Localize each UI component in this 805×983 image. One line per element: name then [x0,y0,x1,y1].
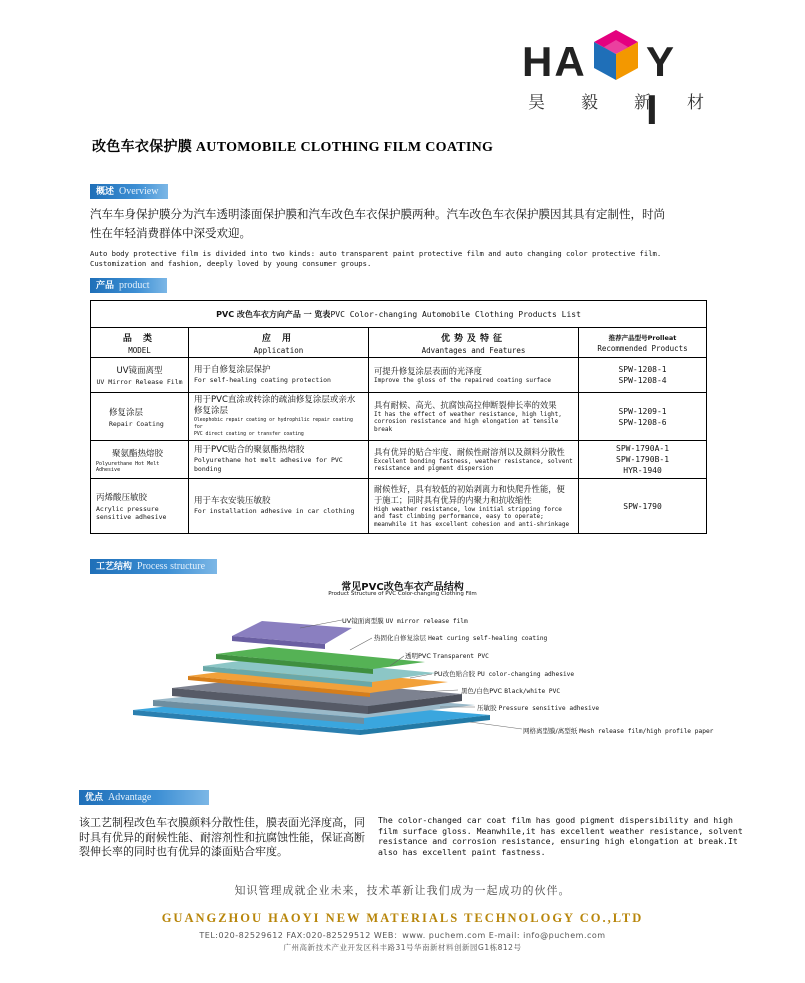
table-title-cn: PVC 改色车衣方向产品 一 览表 [216,309,331,319]
application-cell [189,393,369,441]
layer-label-en: Transparent PVC [432,653,489,660]
table-title-en: PVC Color-changing Automobile Clothing Products List [330,309,581,319]
model-cn: 修复涂层 [109,407,144,418]
table-header-row [91,328,707,358]
logo-char: 材 [687,93,704,113]
product-head-cn: 产品 [96,281,115,291]
layer-label-cn: 热固化自修复涂层 [374,634,426,642]
features-en: High weather resistance, low initial stripping force and fast climbing performance, easy to operate; meanwhile it has excellent cohesion and anti-shrinkage [374,505,570,528]
header-cn: 推荐产品型号Prolleat [608,333,677,342]
product-code: SPW-1208-6 [618,417,667,427]
layer-label-cn: 透明PVC [405,652,431,660]
header-recommended [579,328,707,358]
advantage-en-text: The color-changed car coat film has good pigment dispersibility and high film surface gloss. Meanwhile,it has excellent weather resistance, solvent resistance and corrosion resistance, ensuring high elongation at break.It also has excellent paint fastness. [378,815,743,857]
application-cell [189,479,369,534]
advantage-section-header [79,790,209,805]
footer-contact: TEL:020-82529612 FAX:020-82529512 WEB：www. puchem.com E-mail: info@puchem.com [199,931,606,940]
layer-label-en: UV mirror release film [385,618,468,625]
application-cn: 用于PVC贴合的聚氨酯热熔胶 [194,445,305,455]
header-en: MODEL [128,345,151,355]
advantage-head-cn: 优点 [85,793,104,803]
codes-cell [579,393,707,441]
model-cell [91,393,189,441]
layer-label-cn: 黑色/白色PVC [461,687,503,695]
codes-cell [579,358,707,393]
layer-label-en: PU color-changing adhesive [477,671,575,678]
header-cn: 应 用 [261,333,296,344]
diagram-title-cn: 常见PVC改色车衣产品结构 [341,582,464,593]
features-cn: 可提升修复涂层表面的光泽度 [374,365,482,376]
codes-cell [579,441,707,479]
features-cell [369,393,579,441]
header-model [91,328,189,358]
overview-cn-line2: 性在年轻消费群体中深受欢迎。 [90,226,251,240]
product-code: SPW-1208-1 [618,365,667,374]
model-cn: 聚氨酯热熔胶 [112,448,164,459]
header-advantages [369,328,579,358]
application-cn: 用于PVC直涂或转涂的疏油修复涂层或亲水修复涂层 [194,395,356,416]
features-cn: 具有优异的贴合牢度、耐候性耐溶剂以及颜料分散性 [374,446,565,457]
table-title [91,301,707,328]
table-row [91,358,707,393]
logo-text-left: HA [522,38,587,85]
features-en: It has the effect of weather resistance, high light, corrosion resistance and high elongation at tensile break [374,410,562,433]
overview-en-line2: Customization and fashion, deeply loved by young consumer groups. [90,259,372,268]
logo-text-right: Y I [646,38,676,133]
logo-char: 新 [634,93,651,113]
advantage-head-en: Advantage [108,792,152,803]
features-cn: 具有耐候、高光、抗腐蚀高拉伸断裂伸长率的效果 [374,399,557,410]
overview-section-header [90,184,168,199]
application-en: For installation adhesive in car clothing [194,507,355,515]
product-code: SPW-1208-4 [618,376,667,385]
application-en-2: PVC direct coating or transfer coating [194,432,304,437]
layer-label-cn: 网格离型膜/离型纸 [523,727,578,735]
application-en: Polyurethane hot melt adhesive for PVC bonding [194,456,343,473]
layer-label-pu [434,669,574,678]
footer-slogan: 知识管理成就企业未来，技术革新让我们成为一起成功的伙伴。 [234,884,571,897]
overview-en-line1: Auto body protective film is divided into two kinds: auto transparent paint protective film and auto changing color protective film. [90,249,662,258]
model-cn: UV镜面离型 [116,366,163,376]
application-en: For self-healing coating protection [194,376,331,384]
cube-logo-icon [590,28,642,84]
product-code: SPW-1790A-1 [616,444,670,453]
process-head-en: Process structure [137,561,206,572]
features-cell [369,479,579,534]
header-en: Recommended Products [597,343,688,353]
process-section-header [90,559,217,574]
model-en: Acrylic pressure sensitive adhesive [96,505,167,521]
model-cn: 丙烯酸压敏胶 [96,493,148,503]
codes-cell [579,479,707,534]
model-cell [91,441,189,479]
features-cell [369,358,579,393]
product-code: SPW-1790B-1 [616,455,670,464]
header-en: Application [253,345,304,355]
diagram-title-en: Product Structure of PVC Color-changing Clothing Film [328,591,477,597]
model-en: Polyurethane Hot Melt Adhesive [96,460,160,473]
layer-label-heat [374,633,547,642]
overview-head-en: Overview [119,186,159,197]
layer-label-black-white [461,686,560,695]
product-section-header [90,278,167,293]
model-en: UV Mirror Release Film [96,378,183,386]
layer-uv-release [232,621,352,649]
layer-label-pressure [477,703,599,712]
layer-label-en: Heat curing self-healing coating [428,635,548,642]
layer-label-en: Mesh release film/high profile paper [579,728,714,735]
product-head-en: product [119,280,150,291]
table-row [91,441,707,479]
features-cell [369,441,579,479]
application-cn: 用于自修复涂层保护 [194,365,271,375]
advantage-cn-text: 该工艺制程改色车衣膜颜料分散性佳，膜表面光泽度高，同时具有优异的耐候性能、耐溶剂性和抗腐蚀性能，保证高断裂伸长率的同时也有优异的漆面贴合牢度。 [79,816,365,858]
layer-label-en: Pressure sensitive adhesive [498,705,600,712]
product-code: HYR-1940 [623,466,662,475]
layer-label-en: Black/white PVC [504,688,561,695]
model-cell [91,479,189,534]
process-head-cn: 工艺结构 [96,562,133,572]
model-cell [91,358,189,393]
layer-label-cn: UV镜面离型膜 [342,617,384,625]
page-title: 改色车衣保护膜 AUTOMOBILE CLOTHING FILM COATING [92,140,494,155]
application-en: Oleophobic repair coating or hydrophilic repair coating for [194,418,353,430]
footer-company-name: GUANGZHOU HAOYI NEW MATERIALS TECHNOLOGY CO.,LTD [161,911,644,925]
table-row [91,393,707,441]
overview-head-cn: 概述 [96,187,115,197]
product-code: SPW-1790 [623,501,662,511]
company-logo [522,28,704,133]
model-en: Repair Coating [109,419,164,428]
header-en: Advantages and Features [421,345,526,355]
features-en: Improve the gloss of the repaired coating surface [374,376,552,384]
header-cn: 优势及特征 [440,333,506,344]
layer-label-cn: PU改色贴合胶 [434,670,476,678]
application-cell [189,441,369,479]
logo-char: 毅 [581,93,598,113]
layer-label-uv [342,616,468,625]
features-cn: 耐候性好，具有较低的初始剥离力和快爬升性能，便于施工；同时具有优异的内聚力和抗收缩性 [374,483,565,505]
logo-char: 昊 [528,93,545,113]
header-application [189,328,369,358]
overview-cn-line1: 汽车车身保护膜分为汽车透明漆面保护膜和汽车改色车衣保护膜两种。汽车改色车衣保护膜因其具有定制性，时尚 [90,207,665,221]
layer-structure-diagram [0,600,805,780]
table-row [91,479,707,534]
layer-label-cn: 压敏胶 [477,704,497,712]
application-cell [189,358,369,393]
header-cn: 品 类 [122,333,157,344]
product-table [90,300,707,534]
layer-label-transparent [405,651,489,660]
logo-chinese [528,88,704,113]
product-code: SPW-1209-1 [618,406,667,416]
features-en: Excellent bonding fastness, weather resistance, solvent resistance and pigment dispersion [374,457,573,472]
application-cn: 用于车衣安装压敏胶 [194,496,271,506]
layer-label-mesh [523,726,713,735]
footer-address: 广州高新技术产业开发区科丰路31号华南新材料创新园G1栋812号 [283,943,522,952]
